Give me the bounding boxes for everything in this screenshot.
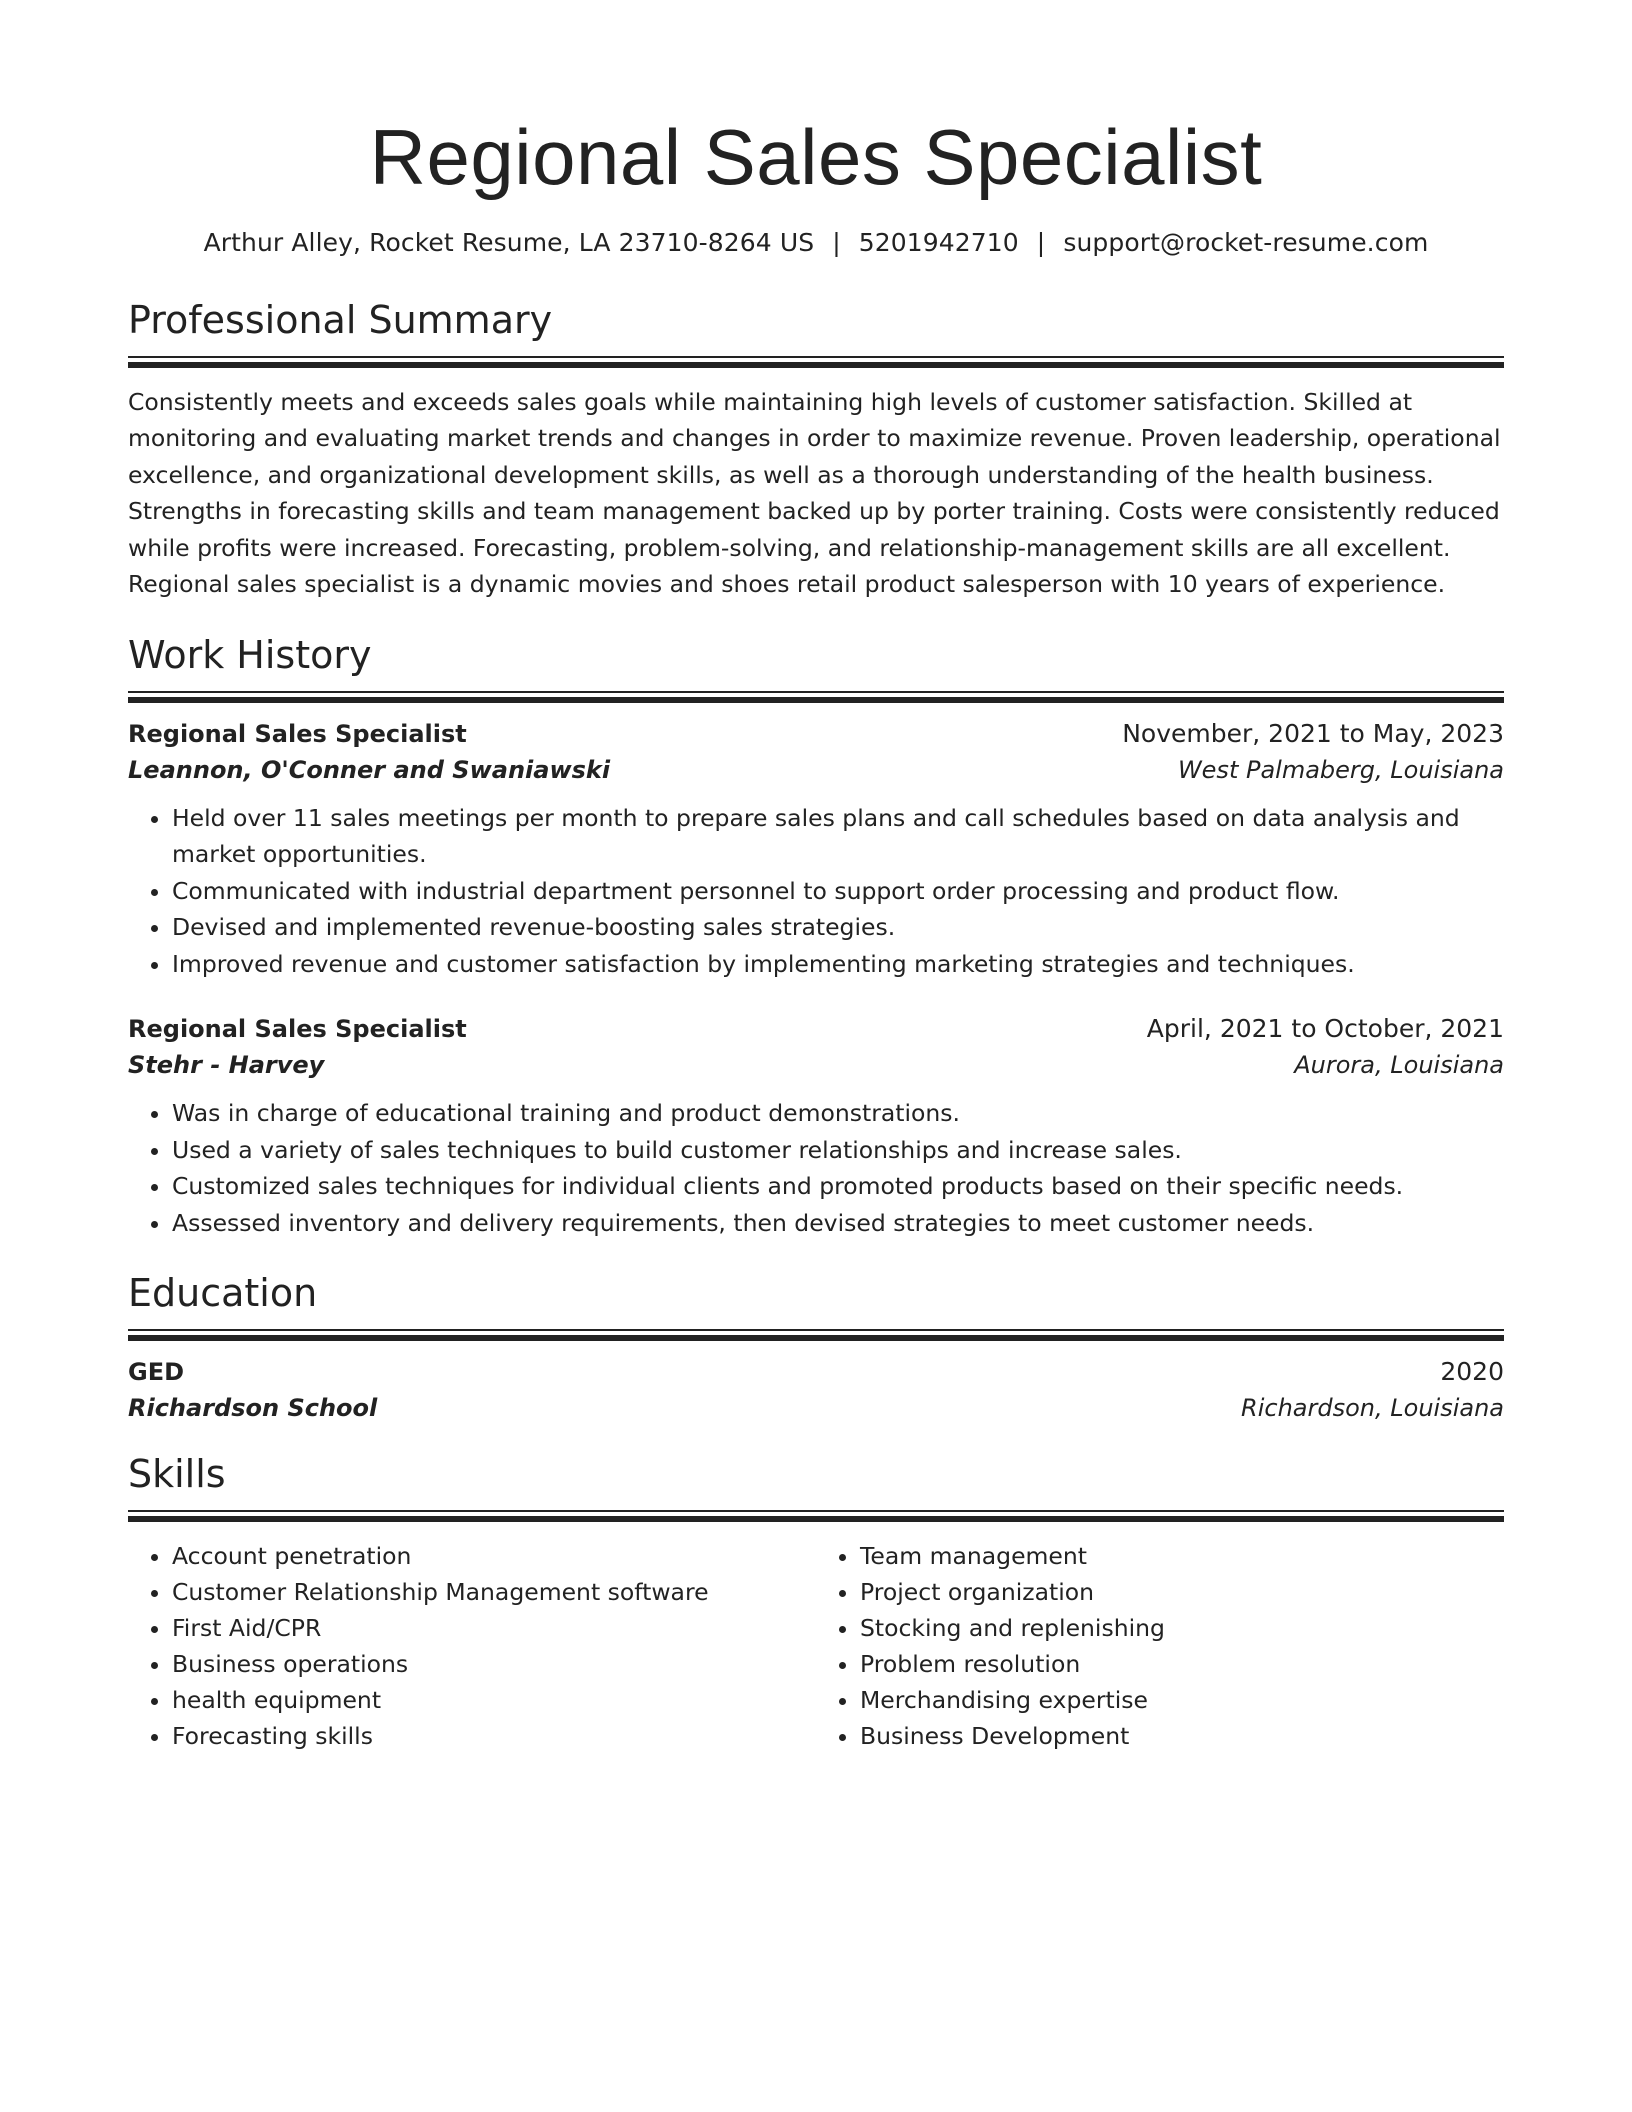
- skill-item: • Team management: [860, 1538, 1504, 1574]
- job-bullet: • Assessed inventory and delivery requirements, then devised strategies to meet customer needs.: [172, 1205, 1504, 1242]
- skill-item: • Problem resolution: [860, 1646, 1504, 1682]
- contact-email: support@rocket-resume.com: [1063, 228, 1429, 257]
- education-location: Richardson, Louisiana: [1241, 1393, 1504, 1422]
- skill-item: • Business operations: [172, 1646, 816, 1682]
- job-bullet: • Used a variety of sales techniques to build customer relationships and increase sales.: [172, 1132, 1504, 1169]
- education-year: 2020: [1440, 1356, 1504, 1386]
- section-title-work-history: Work History: [128, 632, 372, 677]
- job-bullets: [128, 1095, 1504, 1241]
- skill-item: • Customer Relationship Management software: [172, 1574, 816, 1610]
- job-title: Regional Sales Specialist: [128, 719, 467, 748]
- job-bullet: • Communicated with industrial department personnel to support order processing and product flow.: [172, 873, 1504, 910]
- education-section: [128, 1273, 1504, 1422]
- skills-list-right: [816, 1538, 1504, 1754]
- skill-item: • health equipment: [172, 1682, 816, 1718]
- skill-item: • Account penetration: [172, 1538, 816, 1574]
- contact-separator: |: [1036, 228, 1046, 257]
- job-bullet: • Was in charge of educational training and product demonstrations.: [172, 1095, 1504, 1132]
- education-degree: GED: [128, 1357, 185, 1386]
- contact-separator: |: [832, 228, 841, 257]
- skill-item: • Project organization: [860, 1574, 1504, 1610]
- job-location: Aurora, Louisiana: [1294, 1051, 1504, 1080]
- job-entry: [128, 719, 1504, 983]
- work-history-section: [128, 632, 1504, 1241]
- job-bullets: [128, 800, 1504, 983]
- job-company: Leannon, O'Conner and Swaniawski: [128, 755, 611, 784]
- resume-name: Regional Sales Specialist: [369, 113, 1263, 201]
- section-divider: [128, 1510, 1504, 1522]
- skills-columns: [128, 1538, 1504, 1754]
- skills-list-left: [128, 1538, 816, 1754]
- job-bullet: • Held over 11 sales meetings per month to prepare sales plans and call schedules based on data analysis and market opportunities.: [172, 800, 1504, 873]
- contact-phone: 5201942710: [858, 228, 1019, 257]
- job-company: Stehr - Harvey: [128, 1051, 325, 1080]
- job-title: Regional Sales Specialist: [128, 1015, 467, 1044]
- job-location: West Palmaberg, Louisiana: [1177, 755, 1504, 784]
- job-dates: April, 2021 to October, 2021: [1146, 1014, 1504, 1044]
- job-bullet: • Devised and implemented revenue-boosting sales strategies.: [172, 909, 1504, 946]
- job-bullet: • Customized sales techniques for individual clients and promoted products based on their specific needs.: [172, 1168, 1504, 1205]
- education-school: Richardson School: [128, 1393, 378, 1422]
- summary-text: Consistently meets and exceeds sales goals while maintaining high levels of customer satisfaction. Skilled at monitoring and evaluating market trends and changes in order to maximize revenue. Proven leadership, operational excellence, and organizational development skills, as well as a thorough understanding of the health business. Strengths in forecasting skills and team management backed up by porter training. Costs were consistently reduced while profits were increased. Forecasting, problem-solving, and relationship-management skills are all excellent. Regional sales specialist is a dynamic movies and shoes retail product salesperson with 10 years of experience.: [128, 387, 1501, 599]
- skill-item: • First Aid/CPR: [172, 1610, 816, 1646]
- section-title-skills: Skills: [128, 1451, 226, 1496]
- summary-section: [128, 300, 1504, 603]
- resume-header: [128, 0, 1504, 258]
- skill-item: • Merchandising expertise: [860, 1682, 1504, 1718]
- skill-item: • Business Development: [860, 1718, 1504, 1754]
- skill-item: • Forecasting skills: [172, 1718, 816, 1754]
- job-dates: November, 2021 to May, 2023: [1122, 718, 1504, 748]
- job-bullet: • Improved revenue and customer satisfaction by implementing marketing strategies and techniques.: [172, 946, 1504, 983]
- skill-item: • Stocking and replenishing: [860, 1610, 1504, 1646]
- section-divider: [128, 356, 1504, 368]
- contact-line: [128, 228, 1504, 258]
- skills-section: [128, 1451, 1504, 1754]
- job-entry: [128, 1014, 1504, 1241]
- section-title-summary: Professional Summary: [128, 298, 553, 342]
- section-divider: [128, 691, 1504, 703]
- section-title-education: Education: [128, 1271, 318, 1316]
- section-divider: [128, 1329, 1504, 1341]
- contact-address: Arthur Alley, Rocket Resume, LA 23710-8264 US: [203, 228, 815, 257]
